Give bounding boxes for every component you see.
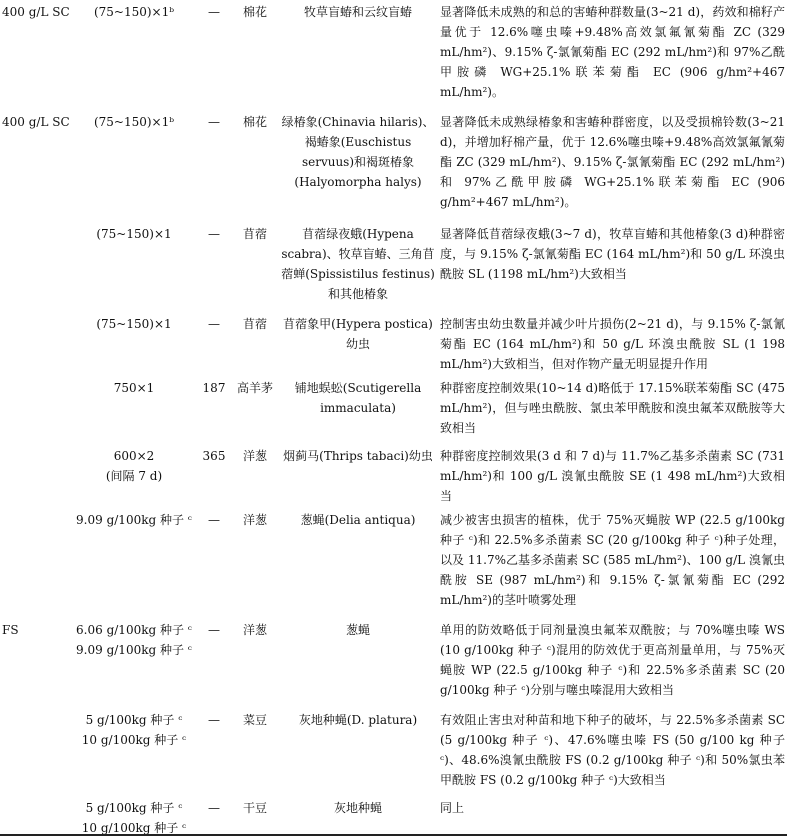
dose-cell: 750×1	[113, 381, 155, 395]
effect-cell: 有效阻止害虫对种苗和地下种子的破坏，与 22.5%多杀菌素 SC (5 g/100kg 种子 ᶜ)、47.6%噻虫嗪 FS (50 g/100 kg 种子 ᶜ)、48.6%溴氰虫酰胺 FS (0.2 g/100kg 种子 ᶜ)和 50%氯虫苯甲酰胺 FS (0.2 g/100kg 种子 ᶜ)大致相当	[440, 713, 785, 787]
formulation-cell: 400 g/L SC	[2, 5, 70, 19]
crop-cell: 干豆	[242, 801, 267, 815]
phi-cell: —	[208, 227, 220, 241]
dose-cell: (75~150)×1	[96, 227, 172, 241]
crop-cell: 棉花	[242, 5, 267, 19]
crop-cell: 棉花	[242, 115, 267, 129]
formulation-cell	[0, 444, 72, 508]
effect-cell: 种群密度控制效果(3 d 和 7 d)与 11.7%乙基多杀菌素 SC (731 mL/hm²)和 100 g/L 溴氰虫酰胺 SE (1 498 mL/hm²)大致相当	[440, 449, 785, 503]
effect-cell: 减少被害虫损害的植株，优于 75%灭蝇胺 WP (22.5 g/100kg 种子 ᶜ)和 22.5%多杀菌素 SC (20 g/100kg 种子 ᶜ)种子处理，以及 11.7%乙基多杀菌素 SC (585 mL/hm²)、100 g/L 溴氰虫酰胺 SE (987 mL/hm²)和 9.15% ζ-氯氰菊酯 EC (292 mL/hm²)的茎叶喷雾处理	[440, 513, 785, 607]
crop-cell: 洋葱	[242, 623, 267, 637]
dose-cell: 600×2 (间隔 7 d)	[105, 449, 163, 483]
crop-cell: 菜豆	[242, 713, 267, 727]
effect-cell: 同上	[440, 801, 465, 815]
effect-cell: 种群密度控制效果(10~14 d)略低于 17.15%联苯菊酯 SC (475 mL/hm²)，但与唑虫酰胺、氯虫苯甲酰胺和溴虫氟苯双酰胺等大致相当	[440, 381, 785, 435]
phi-cell: —	[208, 513, 220, 527]
effect-cell: 显著降低苜蓿绿夜蛾(3~7 d)，牧草盲蝽和其他椿象(3 d)种群密度，与 9.15% ζ-氯氰菊酯 EC (164 mL/hm²)和 50 g/L 环溴虫酰胺 SL (1198 mL/hm²)大致相当	[440, 227, 785, 281]
dose-cell: (75~150)×1	[96, 317, 172, 331]
pest-cell: 铺地蜈蚣(Scutigerella immaculata)	[294, 381, 422, 415]
table-bottom-rule	[0, 834, 787, 836]
pest-cell: 灰地种蝇(D. platura)	[298, 713, 418, 727]
pest-cell: 绿椿象(Chinavia hilaris)、褐蝽象(Euschistus servuus)和褐斑椿象(Halyomorpha halys)	[281, 115, 435, 189]
phi-cell: —	[208, 115, 220, 129]
phi-cell: 365	[202, 449, 226, 463]
effect-cell: 控制害虫幼虫数量并减少叶片损伤(2~21 d)，与 9.15% ζ-氯氰菊酯 EC (164 mL/hm²)和 50 g/L 环溴虫酰胺 SL (1 198 mL/hm²)大致相当，但对作物产量无明显提升作用	[440, 317, 785, 371]
formulation-cell	[0, 508, 72, 618]
pest-cell: 苜蓿象甲(Hypera postica)幼虫	[283, 317, 433, 351]
pest-cell: 灰地种蝇	[333, 801, 382, 815]
crop-cell: 洋葱	[242, 513, 267, 527]
table-row	[0, 618, 787, 708]
table-row	[0, 222, 787, 312]
formulation-cell	[0, 312, 72, 376]
dose-cell: (75~150)×1ᵇ	[93, 115, 175, 129]
pest-cell: 葱蝇	[345, 623, 370, 637]
crop-cell: 苜蓿	[242, 227, 267, 241]
table-row	[0, 0, 787, 110]
formulation-cell	[0, 222, 72, 312]
phi-cell: —	[208, 5, 220, 19]
dose-cell: 9.09 g/100kg 种子 ᶜ	[76, 513, 192, 527]
table-row	[0, 508, 787, 618]
pest-cell: 牧草盲蝽和云纹盲蝽	[303, 5, 412, 19]
table-row	[0, 312, 787, 376]
table-row	[0, 376, 787, 444]
table-row	[0, 110, 787, 222]
table-row	[0, 708, 787, 796]
pest-cell: 苜蓿绿夜蛾(Hypena scabra)、牧草盲蝽、三角苜蓿蝉(Spissistilus festinus)和其他椿象	[281, 227, 435, 301]
effect-cell: 显著降低未成熟的和总的害蝽种群数量(3~21 d)，药效和棉籽产量优于 12.6%噻虫嗪+9.48%高效氯氟氰菊酯 ZC (329 mL/hm²)、9.15% ζ-氯氰菊酯 EC (292 mL/hm²)和 97%乙酰甲胺磷 WG+25.1%联苯菊酯 EC (906 g/hm²+467 mL/hm²)。	[440, 5, 785, 99]
phi-cell: —	[208, 317, 220, 331]
pest-cell: 葱蝇(Delia antiqua)	[300, 513, 416, 527]
crop-cell: 苜蓿	[242, 317, 267, 331]
formulation-cell	[0, 376, 72, 444]
dose-cell: 6.06 g/100kg 种子 ᶜ 9.09 g/100kg 种子 ᶜ	[76, 623, 192, 657]
phi-cell: —	[208, 623, 220, 637]
table-row	[0, 444, 787, 508]
phi-cell: —	[208, 713, 220, 727]
phi-cell: —	[208, 801, 220, 815]
effect-cell: 显著降低未成熟绿椿象和害蝽种群密度，以及受损棉铃数(3~21 d)，并增加籽棉产量，优于 12.6%噻虫嗪+9.48%高效氯氟氰菊酯 ZC (329 mL/hm²)、9.15% ζ-氯氰菊酯 EC (292 mL/hm²)和 97%乙酰甲胺磷 WG+25.1%联苯菊酯 EC (906 g/hm²+467 mL/hm²)。	[440, 115, 785, 209]
pest-cell: 烟蓟马(Thrips tabaci)幼虫	[283, 449, 433, 463]
dose-cell: (75~150)×1ᵇ	[93, 5, 175, 19]
phi-cell: 187	[202, 381, 226, 395]
dose-cell: 5 g/100kg 种子 ᶜ 10 g/100kg 种子 ᶜ	[81, 801, 187, 835]
crop-cell: 洋葱	[242, 449, 267, 463]
effect-cell: 单用的防效略低于同剂量溴虫氟苯双酰胺；与 70%噻虫嗪 WS (10 g/100kg 种子 ᶜ)混用的防效优于更高剂量单用，与 75%灭蝇胺 WP (22.5 g/100kg 种子 ᶜ)和 22.5%多杀菌素 SC (20 g/100kg 种子 ᶜ)分别与噻虫嗪混用大致相当	[440, 623, 785, 697]
formulation-cell: 400 g/L SC	[2, 115, 70, 129]
crop-cell: 高羊茅	[236, 381, 273, 395]
formulation-cell	[0, 708, 72, 796]
dose-cell: 5 g/100kg 种子 ᶜ 10 g/100kg 种子 ᶜ	[81, 713, 187, 747]
formulation-cell: FS	[2, 623, 19, 637]
